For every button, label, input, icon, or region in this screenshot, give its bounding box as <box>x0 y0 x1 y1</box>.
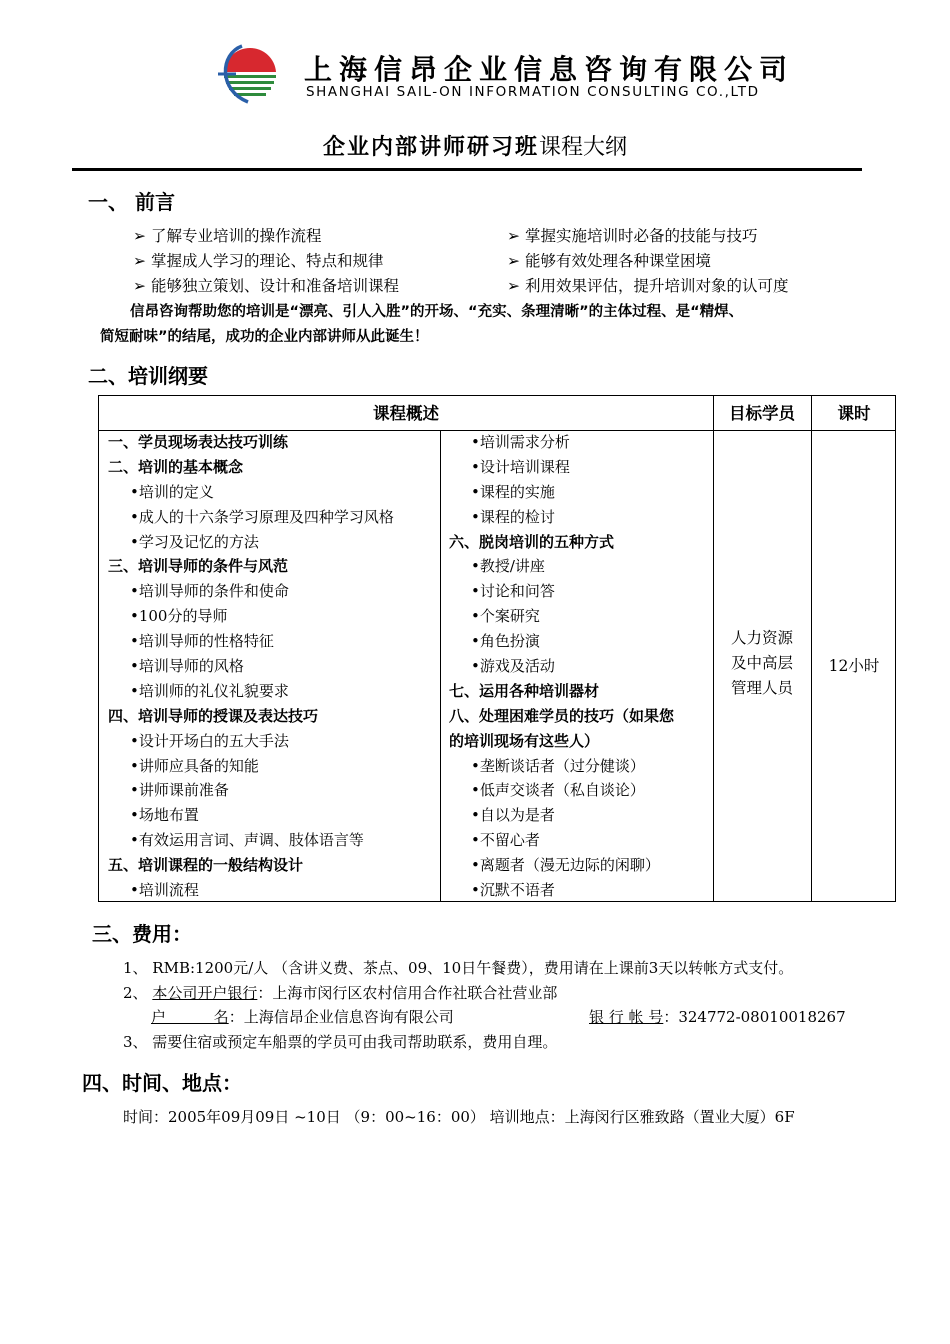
outline-item: •教授/讲座 <box>471 557 545 576</box>
outline-heading: 三、培训导师的条件与风范 <box>108 557 289 576</box>
objective-item: ➢ 掌握成人学习的理论、特点和规律 <box>133 252 384 270</box>
outline-item: •离题者（漫无边际的闲聊） <box>471 856 660 875</box>
outline-item: •角色扮演 <box>471 632 540 651</box>
table-divider <box>811 396 812 901</box>
account-number-row <box>589 1006 846 1027</box>
outline-item: •自以为是者 <box>471 806 555 825</box>
outline-heading: 七、运用各种培训器材 <box>449 681 600 700</box>
objective-item: ➢ 能够独立策划、设计和准备培训课程 <box>133 277 399 295</box>
outline-item: •垄断谈话者（过分健谈） <box>471 756 645 775</box>
outline-item: •课程的实施 <box>471 482 555 501</box>
course-outline-table <box>98 395 896 902</box>
document-title <box>0 130 950 161</box>
outline-item: •讲师应具备的知能 <box>130 756 259 775</box>
account-number-value: ：324772-08010018267 <box>663 1008 846 1026</box>
intro-paragraph-line1: 信昂咨询帮助您的培训是“漂亮、引人入胜”的开场、“充实、条理清晰”的主体过程、是“精焊、 <box>130 304 744 320</box>
outline-item: •学习及记忆的方法 <box>130 532 259 551</box>
outline-item: •讨论和问答 <box>471 582 555 601</box>
objective-item: ➢ 能够有效处理各种课堂困境 <box>507 252 711 270</box>
table-header-target: 目标学员 <box>729 404 795 423</box>
title-divider <box>72 168 862 171</box>
account-name-row <box>151 1006 454 1027</box>
outline-item: •培训导师的性格特征 <box>130 632 274 651</box>
objective-item: ➢ 掌握实施培训时必备的技能与技巧 <box>507 227 758 245</box>
time-place-line: 时间：2005年09月09日 ~10日 （9：00~16：00） 培训地点：上海闵行区雅致路（置业大厦）6F <box>123 1108 795 1126</box>
objective-item: ➢ 了解专业培训的操作流程 <box>133 227 322 245</box>
outline-item: •不留心者 <box>471 831 540 850</box>
account-name-value: ：上海信昂企业信息咨询有限公司 <box>228 1008 454 1026</box>
outline-item: •有效运用言词、声调、肢体语言等 <box>130 831 364 850</box>
outline-item: •游戏及活动 <box>471 657 555 676</box>
outline-item: •培训需求分析 <box>471 433 570 451</box>
outline-item: •个案研究 <box>471 607 540 626</box>
outline-item: •场地布置 <box>130 806 199 825</box>
section-heading-time-place: 四、时间、地点： <box>82 1071 242 1095</box>
outline-item: •100分的导师 <box>130 607 228 626</box>
table-header-hours: 课时 <box>837 404 871 423</box>
outline-heading: 六、脱岗培训的五种方式 <box>449 532 615 551</box>
arrow-bullet-icon: ➢ <box>507 277 520 295</box>
company-name-cn: 上海信昂企业信息咨询有限公司 <box>304 53 795 86</box>
company-logo-icon <box>218 44 282 104</box>
title-bold: 企业内部讲师研习班 <box>322 134 539 160</box>
arrow-bullet-icon: ➢ <box>507 227 520 245</box>
arrow-bullet-icon: ➢ <box>133 277 146 295</box>
fee-item-2: 2、 本公司开户银行：上海市闵行区农村信用合作社联合社营业部 <box>123 984 558 1002</box>
arrow-bullet-icon: ➢ <box>133 252 146 270</box>
section-heading-fees: 三、费用： <box>92 922 192 946</box>
outline-heading: 的培训现场有这些人） <box>449 731 600 750</box>
outline-heading: 五、培训课程的一般结构设计 <box>108 856 304 875</box>
account-name-label: 户 名 <box>151 1008 229 1026</box>
outline-heading: 一、学员现场表达技巧训练 <box>108 433 289 451</box>
bank-label: 本公司开户银行 <box>152 984 258 1002</box>
title-normal: 课程大纲 <box>539 135 628 160</box>
outline-item: •成人的十六条学习原理及四种学习风格 <box>130 507 394 526</box>
fee-item-1: 1、 RMB:1200元/人 （含讲义费、茶点、09、10日午餐费），费用请在上课前3天以转帐方式支付。 <box>123 959 794 977</box>
outline-item: •低声交谈者（私自谈论） <box>471 781 645 800</box>
course-hours: 12小时 <box>828 657 880 675</box>
outline-item: •培训师的礼仪礼貌要求 <box>130 681 289 700</box>
table-header-overview: 课程概述 <box>373 404 439 423</box>
intro-paragraph-line2: 简短耐味”的结尾，成功的企业内部讲师从此诞生！ <box>100 329 429 345</box>
table-divider <box>440 430 441 901</box>
section-heading-preface: 一、 前言 <box>88 190 175 214</box>
outline-item: •培训流程 <box>130 881 199 900</box>
account-number-label: 银 行 帐 号 <box>589 1008 664 1026</box>
outline-item: •设计开场白的五大手法 <box>130 731 289 750</box>
overview-left-column <box>108 430 394 903</box>
company-name-en: SHANGHAI SAIL-ON INFORMATION CONSULTING CO.,LTD <box>306 84 760 100</box>
objective-item: ➢ 利用效果评估，提升培训对象的认可度 <box>507 277 789 295</box>
bank-value: ：上海市闵行区农村信用合作社联合社营业部 <box>257 984 558 1002</box>
section-heading-outline: 二、培训纲要 <box>88 364 208 388</box>
overview-right-column <box>449 430 674 903</box>
outline-heading: 八、处理困难学员的技巧（如果您 <box>449 706 675 725</box>
fee-item-3: 3、 需要住宿或预定车船票的学员可由我司帮助联系，费用自理。 <box>123 1033 558 1051</box>
target-audience: 人力资源 及中高层 管理人员 <box>730 629 793 697</box>
outline-item: •课程的检讨 <box>471 507 555 526</box>
outline-heading: 四、培训导师的授课及表达技巧 <box>108 706 319 725</box>
outline-heading: 二、培训的基本概念 <box>108 457 244 476</box>
arrow-bullet-icon: ➢ <box>133 227 146 245</box>
outline-item: •沉默不语者 <box>471 881 555 900</box>
outline-item: •培训的定义 <box>130 482 214 501</box>
outline-item: •培训导师的条件和使命 <box>130 582 289 601</box>
outline-item: •设计培训课程 <box>471 457 570 476</box>
outline-item: •讲师课前准备 <box>130 781 229 800</box>
arrow-bullet-icon: ➢ <box>507 252 520 270</box>
outline-item: •培训导师的风格 <box>130 657 244 676</box>
